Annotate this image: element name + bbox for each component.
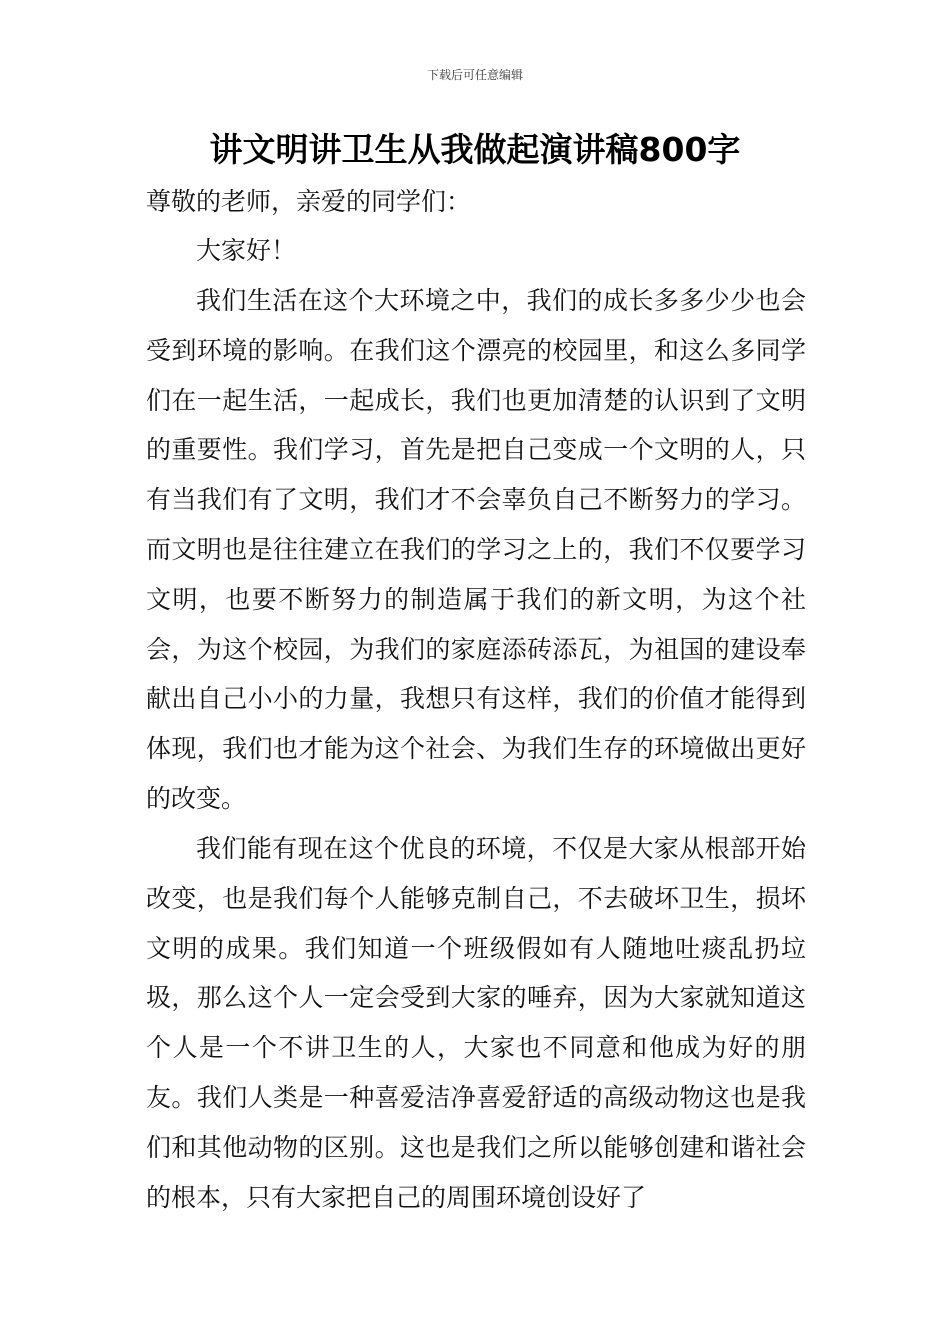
document-title: 讲文明讲卫生从我做起演讲稿800字 — [209, 130, 741, 169]
body-paragraph: 我们能有现在这个优良的环境，不仅是大家从根部开始改变，也是我们每个人能够克制自己，不去破坏卫生，损坏文明的成果。我们知道一个班级假如有人随地吐痰乱扔垃圾，那么这个人一定会受到大家的唾弃，因为大家就知道这个人是一个不讲卫生的人，大家也不同意和他成为好的朋友。我们人类是一种喜爱洁净喜爱舒适的高级动物这也是我们和其他动物的区别。这也是我们之所以能够创建和谐社会的根本，只有大家把自己的周围环境创设好了 — [146, 834, 806, 1212]
body-paragraph: 我们生活在这个大环境之中，我们的成长多多少少也会受到环境的影响。在我们这个漂亮的校园里，和这么多同学们在一起生活，一起成长，我们也更加清楚的认识到了文明的重要性。我们学习，首先是把自己变成一个文明的人，只有当我们有了文明，我们才不会辜负自己不断努力的学习。而文明也是往往建立在我们的学习之上的，我们不仅要学习文明，也要不断努力的制造属于我们的新文明，为这个社会，为这个校园，为我们的家庭添砖添瓦，为祖国的建设奉献出自己小小的力量，我想只有这样，我们的价值才能得到体现，我们也才能为这个社会、为我们生存的环境做出更好的改变。 — [146, 286, 806, 813]
salutation: 尊敬的老师，亲爱的同学们： — [146, 187, 472, 216]
header-note: 下载后可任意编辑 — [426, 68, 523, 82]
greeting: 大家好！ — [196, 236, 297, 265]
